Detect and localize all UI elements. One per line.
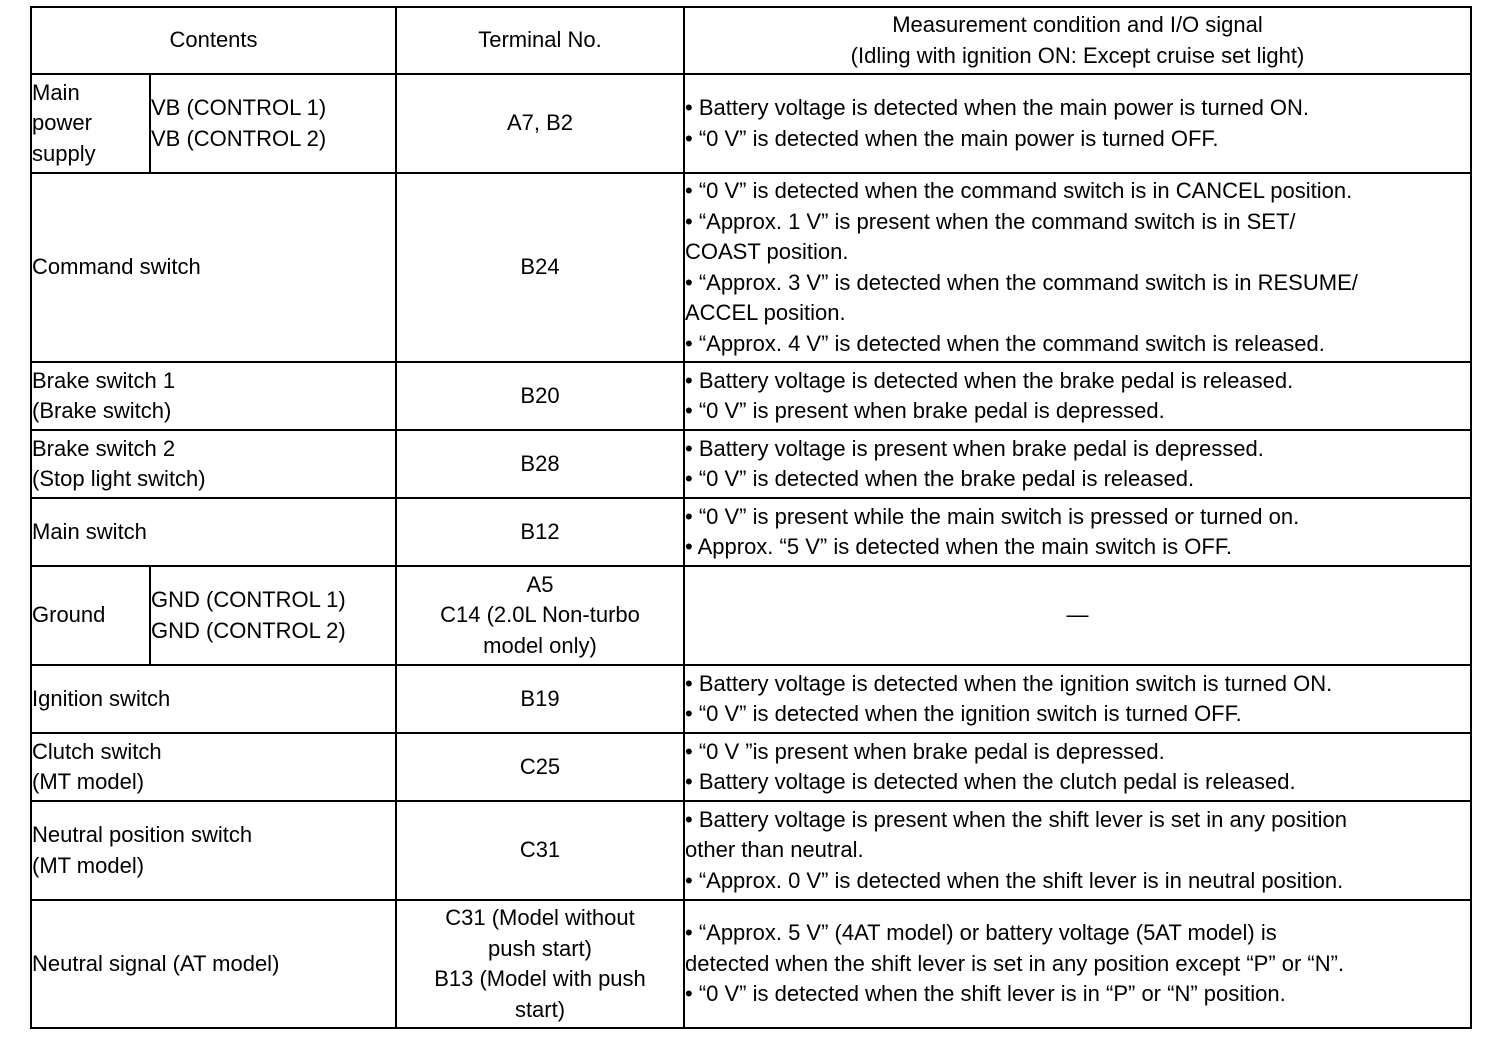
header-contents: Contents <box>31 7 396 74</box>
row-terminal: C25 <box>396 733 684 801</box>
row-label: Neutral signal (AT model) <box>31 900 396 1028</box>
row-terminal: C31 (Model without push start) B13 (Model with push start) <box>396 900 684 1028</box>
row-terminal: A7, B2 <box>396 74 684 173</box>
table-row <box>31 362 1471 430</box>
row-description: • Battery voltage is present when brake pedal is depressed. • “0 V” is detected when the brake pedal is released. <box>684 430 1471 498</box>
header-measurement: Measurement condition and I/O signal (Idling with ignition ON: Except cruise set light) <box>684 7 1471 74</box>
row-label: Ground <box>31 566 150 665</box>
table-row <box>31 900 1471 1028</box>
row-sublabel: VB (CONTROL 1) VB (CONTROL 2) <box>150 74 396 173</box>
row-label: Brake switch 2 (Stop light switch) <box>31 430 396 498</box>
row-sublabel: GND (CONTROL 1) GND (CONTROL 2) <box>150 566 396 665</box>
row-terminal: B19 <box>396 665 684 733</box>
table-row <box>31 665 1471 733</box>
row-terminal: B28 <box>396 430 684 498</box>
row-description: — <box>684 566 1471 665</box>
row-description: • Battery voltage is detected when the main power is turned ON. • “0 V” is detected when the main power is turned OFF. <box>684 74 1471 173</box>
io-signal-table <box>30 6 1472 1029</box>
row-label: Main switch <box>31 498 396 566</box>
table-row <box>31 801 1471 900</box>
table-row <box>31 74 1471 173</box>
row-terminal: A5 C14 (2.0L Non-turbo model only) <box>396 566 684 665</box>
table-row <box>31 566 1471 665</box>
row-label: Brake switch 1 (Brake switch) <box>31 362 396 430</box>
row-terminal: B20 <box>396 362 684 430</box>
row-label: Main power supply <box>31 74 150 173</box>
row-label: Clutch switch (MT model) <box>31 733 396 801</box>
row-description: • Battery voltage is detected when the brake pedal is released. • “0 V” is present when brake pedal is depressed. <box>684 362 1471 430</box>
table-row <box>31 430 1471 498</box>
row-description: • “Approx. 5 V” (4AT model) or battery voltage (5AT model) is detected when the shift lever is set in any position except “P” or “N”. • “0 V” is detected when the shift lever is in “P” or “N” position. <box>684 900 1471 1028</box>
row-description: • Battery voltage is detected when the ignition switch is turned ON. • “0 V” is detected when the ignition switch is turned OFF. <box>684 665 1471 733</box>
row-label: Neutral position switch (MT model) <box>31 801 396 900</box>
header-terminal: Terminal No. <box>396 7 684 74</box>
table-row <box>31 173 1471 362</box>
row-label: Command switch <box>31 173 396 362</box>
table-row <box>31 498 1471 566</box>
header-row <box>31 7 1471 74</box>
table-row <box>31 733 1471 801</box>
row-description: • “0 V ”is present when brake pedal is depressed. • Battery voltage is detected when the clutch pedal is released. <box>684 733 1471 801</box>
row-terminal: B24 <box>396 173 684 362</box>
row-description: • “0 V” is detected when the command switch is in CANCEL position. • “Approx. 1 V” is present when the command switch is in SET/ COAST position. • “Approx. 3 V” is detected when the command switch is in RESUME/ ACCEL position. • “Approx. 4 V” is detected when the command switch is released. <box>684 173 1471 362</box>
row-terminal: C31 <box>396 801 684 900</box>
row-label: Ignition switch <box>31 665 396 733</box>
row-description: • “0 V” is present while the main switch is pressed or turned on. • Approx. “5 V” is detected when the main switch is OFF. <box>684 498 1471 566</box>
row-terminal: B12 <box>396 498 684 566</box>
row-description: • Battery voltage is present when the shift lever is set in any position other than neutral. • “Approx. 0 V” is detected when the shift lever is in neutral position. <box>684 801 1471 900</box>
